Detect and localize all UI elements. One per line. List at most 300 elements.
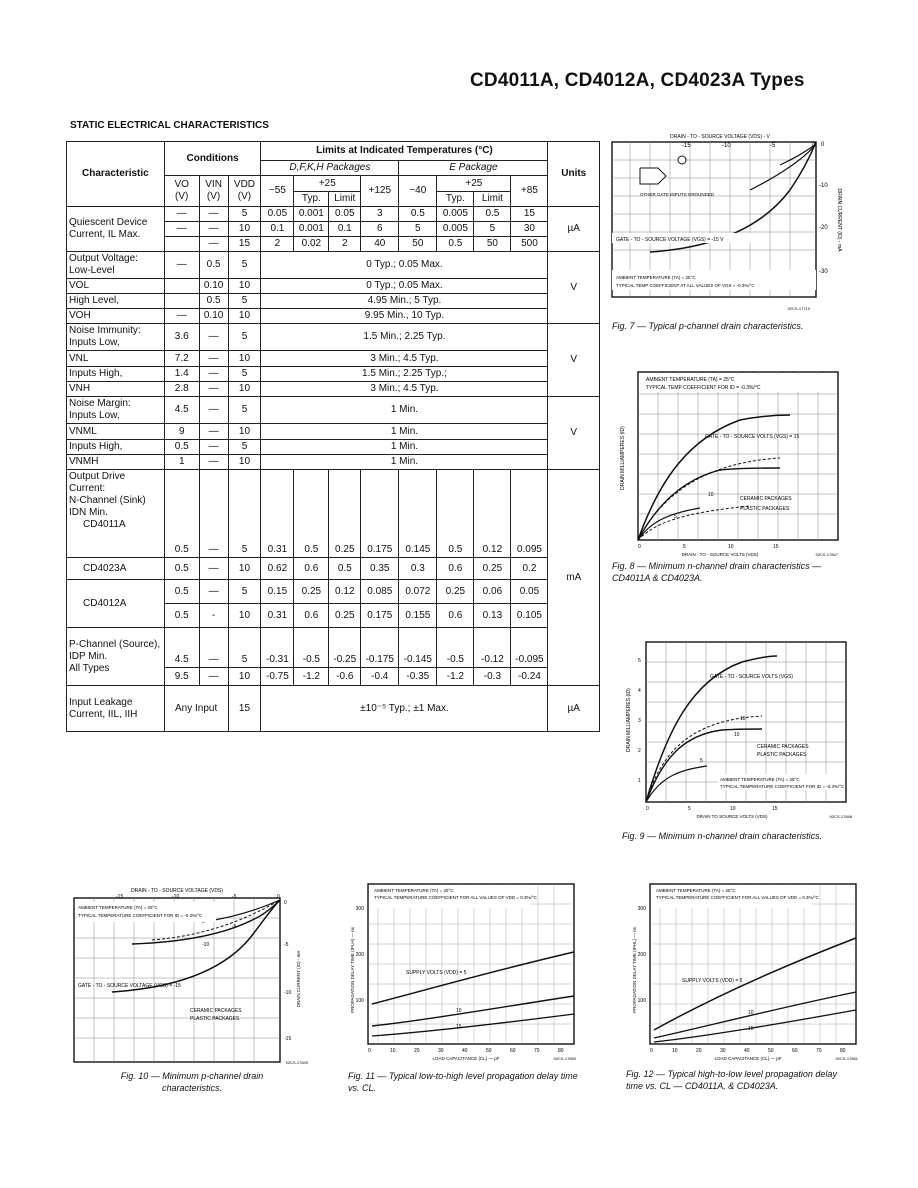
cell: 0.001: [294, 207, 329, 222]
fig12-x-tick: 60: [792, 1048, 798, 1054]
nm-units: V: [548, 397, 600, 470]
vnl-label: VNL: [67, 351, 165, 367]
cell: -0.5: [437, 628, 474, 668]
fig11-x-tick: 60: [510, 1048, 516, 1054]
cell: —: [199, 558, 228, 580]
cell: 4.5: [164, 397, 199, 424]
fig7-gate-label: GATE - TO - SOURCE VOLTAGE (VGS) = -15 V: [616, 237, 724, 243]
cell: —: [199, 424, 228, 440]
cell: 10: [228, 382, 261, 397]
hdr-typ: Typ.: [437, 192, 474, 207]
fig8-note1: AMBIENT TEMPERATURE (TA) = 25°C: [646, 377, 735, 383]
cell: 0.25: [329, 604, 361, 628]
fig8-graph: [610, 368, 855, 558]
hdr-typ: Typ.: [294, 192, 329, 207]
cell: 50: [474, 237, 511, 252]
fig11-curve10: 10: [456, 1008, 462, 1014]
cell: 0.095: [511, 470, 548, 558]
vnml-label: VNML: [67, 424, 165, 440]
cell: 1 Min.: [261, 440, 548, 455]
fig8-x-tick: 10: [728, 544, 734, 550]
fig8-y-label: DRAIN MILLIAMPERES (ID): [620, 426, 626, 490]
hdr-t-p85: +85: [511, 176, 548, 207]
cell: 10: [228, 604, 261, 628]
cell: —: [199, 397, 228, 424]
cell: 0.005: [437, 222, 474, 237]
fig9-x-tick: 15: [772, 806, 778, 812]
fig10-curve10: -10: [202, 942, 210, 948]
cell: 0.15: [261, 580, 294, 604]
fig7-top-label: DRAIN - TO - SOURCE VOLTAGE (VDS) - V: [670, 134, 770, 140]
fig10-right-tick: -5: [284, 942, 289, 948]
fig12-x-tick: 70: [816, 1048, 822, 1054]
cd4023a-label: CD4023A: [67, 558, 165, 580]
hdr-limit: Limit: [329, 192, 361, 207]
nm-inputs-high-label: Inputs High,: [67, 440, 165, 455]
fig11-x-tick: 70: [534, 1048, 540, 1054]
fig8-curve10: 10: [708, 492, 714, 498]
cell: 5: [228, 470, 261, 558]
cell: -0.31: [261, 628, 294, 668]
fig11-x-tick: 20: [414, 1048, 420, 1054]
cell: 0.10: [199, 309, 228, 324]
cell: [164, 279, 199, 294]
cell: 0.5: [164, 604, 199, 628]
leak-vdd: 15: [228, 686, 261, 732]
cell: 0.02: [294, 237, 329, 252]
fig10-top-tick: -15: [116, 894, 124, 900]
hdr-limits: Limits at Indicated Temperatures (°C): [261, 142, 548, 161]
cell: —: [164, 252, 199, 279]
fig10-top-tick: -5: [232, 894, 237, 900]
hdr-dfkh: D,F,K,H Packages: [261, 161, 399, 176]
fig7-top-tick: -15: [682, 143, 691, 149]
cell: 0.5: [164, 470, 199, 558]
fig7-other-gate: OTHER GATE INPUTS GROUNDED: [640, 192, 715, 197]
cell: -0.095: [511, 628, 548, 668]
cell: 10: [228, 351, 261, 367]
cell: 10: [228, 424, 261, 440]
cell: 5: [228, 252, 261, 279]
cell: —: [199, 580, 228, 604]
fig7-right-tick: -30: [819, 269, 828, 275]
output-voltage-label: Output Voltage: Low-Level: [67, 252, 165, 279]
cell: 2: [261, 237, 294, 252]
vnmh-label: VNMH: [67, 455, 165, 470]
fig7-right-tick: -20: [819, 225, 828, 231]
fig9-note2: TYPICAL TEMPERATURE COEFFICIENT FOR ID = -0.3%/°C: [720, 784, 845, 789]
cell: 0.6: [294, 604, 329, 628]
fig12-note2: TYPICAL TEMPERATURE COEFFICIENT FOR ALL VALUES OF VDD = 0.3%/°C: [656, 895, 819, 900]
fig12-x-tick: 10: [672, 1048, 678, 1054]
cell: —: [199, 207, 228, 222]
cell: -0.4: [361, 668, 399, 686]
cell: -0.175: [361, 628, 399, 668]
fig8-x-tick: 5: [683, 544, 686, 550]
cell: —: [199, 382, 228, 397]
leakage-label: Input Leakage Current, IIL, IIH: [67, 686, 165, 732]
cell: 0.12: [474, 470, 511, 558]
cell: -: [199, 604, 228, 628]
cell: 5: [228, 580, 261, 604]
hdr-vo: VO (V): [164, 176, 199, 207]
fig12-x-tick: 0: [650, 1048, 653, 1054]
section-title: STATIC ELECTRICAL CHARACTERISTICS: [70, 120, 269, 131]
cell: 0.35: [361, 558, 399, 580]
cell: 0.5: [164, 580, 199, 604]
fig9-curve15: 15: [740, 716, 746, 722]
fig8-x-label: DRAIN - TO - SOURCE VOLTS (VDS): [681, 552, 759, 557]
cell: 0.5: [437, 237, 474, 252]
cell: 0.5: [437, 470, 474, 558]
cell: 0.005: [437, 207, 474, 222]
fig12-x-tick: 20: [696, 1048, 702, 1054]
fig12-supply-label: SUPPLY VOLTS (VDD) = 5: [682, 978, 743, 984]
cell: —: [199, 237, 228, 252]
cell: —: [164, 222, 199, 237]
cell: 0.13: [474, 604, 511, 628]
cell: 0.5: [199, 252, 228, 279]
cell: 10: [228, 222, 261, 237]
fig10-pkg1: CERAMIC PACKAGES: [190, 1008, 242, 1014]
vnh-label: VNH: [67, 382, 165, 397]
cell: 0.12: [329, 580, 361, 604]
cell: 3.6: [164, 324, 199, 351]
fig7-caption: Fig. 7 — Typical p-channel drain characteristics.: [612, 321, 804, 331]
cell: 10: [228, 455, 261, 470]
cell: 0.6: [437, 604, 474, 628]
cell: 0.06: [474, 580, 511, 604]
hdr-vdd: VDD (V): [228, 176, 261, 207]
fig7-note1: AMBIENT TEMPERATURE (TA) = 25°C: [616, 275, 696, 280]
cell: 0.05: [329, 207, 361, 222]
fig9-note1: AMBIENT TEMPERATURE (TA) = 25°C: [720, 777, 800, 782]
fig10-curve5: -5: [232, 924, 237, 930]
hdr-t-m55: −55: [261, 176, 294, 207]
cell: 10: [228, 309, 261, 324]
fig10-top-tick: 0: [277, 894, 280, 900]
fig11-x-tick: 40: [462, 1048, 468, 1054]
hdr-limit: Limit: [474, 192, 511, 207]
leak-units: µA: [548, 686, 600, 732]
inputs-high-label: Inputs High,: [67, 367, 165, 382]
fig12-y-tick: 200: [637, 952, 646, 958]
fig12-y-tick: 300: [637, 906, 646, 912]
cell: 0.25: [294, 580, 329, 604]
fig8-code: 92CS-17847: [815, 552, 838, 557]
fig11-y-tick: 300: [355, 906, 364, 912]
cell: 0.25: [329, 470, 361, 558]
fig9-gate-label: GATE - TO - SOURCE VOLTS (VGS): [710, 674, 793, 680]
cell: 0.05: [511, 580, 548, 604]
ni-units: V: [548, 324, 600, 397]
cell: 30: [511, 222, 548, 237]
od-units: mA: [548, 470, 600, 686]
cell: 1 Min.: [261, 397, 548, 424]
fig10-right-tick: -10: [284, 990, 292, 996]
fig11-note1: AMBIENT TEMPERATURE (TA) = 25°C: [374, 888, 454, 893]
fig10-right-tick: 0: [284, 900, 287, 906]
cell: 4.95 Min.; 5 Typ.: [261, 294, 548, 309]
fig11-x-tick: 80: [558, 1048, 564, 1054]
cell: 0.31: [261, 604, 294, 628]
cell: 0.1: [261, 222, 294, 237]
fig12-y-label: PROPAGATION DELAY TIME (tPHL) — ns: [632, 927, 637, 1013]
fig9-x-label: DRAIN TO SOURCE VOLTS (VDS): [696, 814, 768, 819]
cell: 5: [399, 222, 437, 237]
cell: 50: [399, 237, 437, 252]
cell: 500: [511, 237, 548, 252]
fig8-curve5: 5: [674, 514, 677, 520]
cell: 0.001: [294, 222, 329, 237]
cell: —: [199, 440, 228, 455]
cell: 0.085: [361, 580, 399, 604]
hdr-units: Units: [548, 142, 600, 207]
hdr-characteristic: Characteristic: [67, 142, 165, 207]
cell: 5: [228, 324, 261, 351]
fig7-right-tick: 0: [821, 142, 825, 148]
fig10-graph: [72, 884, 312, 1066]
cell: 1: [164, 455, 199, 470]
vol-label: VOL: [67, 279, 165, 294]
cell: —: [199, 351, 228, 367]
output-drive-label: Output Drive Current: N-Channel (Sink) IDN Min. CD4011A: [67, 470, 165, 558]
cell: 1.4: [164, 367, 199, 382]
fig8-gate-label: GATE - TO - SOURCE VOLTS (VGS) = 15: [705, 434, 800, 440]
fig12-x-tick: 80: [840, 1048, 846, 1054]
cell: 5: [228, 440, 261, 455]
quiescent-label: Quiescent Device Current, IL Max.: [67, 207, 165, 252]
cell: 10: [228, 668, 261, 686]
fig10-top-tick: -10: [172, 894, 180, 900]
cell: 0.31: [261, 470, 294, 558]
fig7-code: 92CS-17710: [787, 306, 810, 311]
hdr-t-p125: +125: [361, 176, 399, 207]
cell: [164, 237, 199, 252]
quiescent-units: µA: [548, 207, 600, 252]
fig12-curve10: 10: [748, 1010, 754, 1016]
fig12-code: 92CS-17851: [835, 1056, 858, 1061]
fig11-caption: Fig. 11 — Typical low-to-high level propagation delay time vs. CL.: [348, 1071, 578, 1093]
fig10-note2: TYPICAL TEMPERATURE COEFFICIENT FOR ID = -0.3%/°C: [78, 913, 203, 918]
cell: —: [199, 628, 228, 668]
cell: -1.2: [294, 668, 329, 686]
cell: -1.2: [437, 668, 474, 686]
fig8-x-tick: 15: [773, 544, 779, 550]
fig9-y-tick: 3: [638, 718, 641, 724]
cell: 0.2: [511, 558, 548, 580]
fig11-x-tick: 10: [390, 1048, 396, 1054]
hdr-conditions: Conditions: [164, 142, 261, 176]
cell: -0.75: [261, 668, 294, 686]
cell: 10: [228, 558, 261, 580]
fig9-pkg1: CERAMIC PACKAGES: [757, 744, 809, 750]
cell: 0.5: [399, 207, 437, 222]
fig7-top-tick: -10: [722, 143, 731, 149]
fig12-graph: [628, 880, 860, 1066]
fig9-code: 92CS-17848: [829, 814, 852, 819]
page-title: CD4011A, CD4012A, CD4023A Types: [470, 70, 805, 91]
leak-condition: Any Input: [164, 686, 228, 732]
cell: 10: [228, 279, 261, 294]
cell: —: [164, 309, 199, 324]
p-channel-label: P-Channel (Source), IDP Min. All Types: [67, 628, 165, 686]
cell: —: [199, 668, 228, 686]
hdr-t-m40: −40: [399, 176, 437, 207]
cell: 15: [228, 237, 261, 252]
cell: 0.145: [399, 470, 437, 558]
fig11-x-tick: 0: [368, 1048, 371, 1054]
fig12-curve15: 15: [748, 1026, 754, 1032]
fig8-caption: Fig. 8 — Minimum n-channel drain characteristics — CD4011A & CD4023A.: [612, 561, 822, 583]
cell: 1.5 Min.; 2.25 Typ.: [261, 324, 548, 351]
ov-units: V: [548, 252, 600, 324]
fig9-y-tick: 1: [638, 778, 641, 784]
cell: 1 Min.: [261, 424, 548, 440]
cell: -0.24: [511, 668, 548, 686]
cell: —: [199, 470, 228, 558]
hdr-t-p25a: +25: [294, 176, 361, 192]
voh-label: VOH: [67, 309, 165, 324]
fig11-y-tick: 100: [355, 998, 364, 1004]
fig11-y-tick: 200: [355, 952, 364, 958]
cell: 0.175: [361, 470, 399, 558]
cell: -0.5: [294, 628, 329, 668]
fig11-note2: TYPICAL TEMPERATURE COEFFICIENT FOR ALL VALUES OF VDD = 0.3%/°C: [374, 895, 537, 900]
cell: 0.25: [474, 558, 511, 580]
fig8-x-tick: 0: [638, 544, 641, 550]
fig11-x-tick: 50: [486, 1048, 492, 1054]
cell: 3: [361, 207, 399, 222]
fig12-note1: AMBIENT TEMPERATURE (TA) = 25°C: [656, 888, 736, 893]
cell: —: [199, 367, 228, 382]
fig9-pkg2: PLASTIC PACKAGES: [757, 752, 807, 758]
fig9-curve10: 10: [734, 732, 740, 738]
cell: 5: [228, 397, 261, 424]
fig7-right-tick: -10: [819, 183, 828, 189]
cell: 9: [164, 424, 199, 440]
cell: 40: [361, 237, 399, 252]
fig9-y-tick: 2: [638, 748, 641, 754]
fig10-caption: Fig. 10 — Minimum p-channel drain characteristics.: [120, 1071, 264, 1093]
leak-value: ±10⁻⁵ Typ.; ±1 Max.: [261, 686, 548, 732]
cell: 5: [474, 222, 511, 237]
cell: 0.6: [437, 558, 474, 580]
cell: -0.35: [399, 668, 437, 686]
fig7-top-tick: 0: [812, 143, 816, 149]
fig8-pkg1: CERAMIC PACKAGES: [740, 496, 792, 502]
fig9-caption: Fig. 9 — Minimum n-channel drain characteristics.: [622, 831, 823, 841]
cell: 0.5: [474, 207, 511, 222]
hdr-t-p25b: +25: [437, 176, 511, 192]
fig7-graph: [610, 130, 850, 315]
fig7-right-label: DRAIN CURRENT (ID) - mA: [836, 188, 842, 252]
fig10-pkg2: PLASTIC PACKAGES: [190, 1016, 240, 1022]
cell: —: [199, 324, 228, 351]
cell: 1 Min.: [261, 455, 548, 470]
fig11-x-tick: 30: [438, 1048, 444, 1054]
cell: 6: [361, 222, 399, 237]
cell: 7.2: [164, 351, 199, 367]
cell: 5: [228, 207, 261, 222]
fig9-y-tick: 4: [638, 688, 641, 694]
fig9-x-tick: 10: [730, 806, 736, 812]
fig12-x-tick: 50: [768, 1048, 774, 1054]
cell: 0.6: [294, 558, 329, 580]
cell: 3 Min.; 4.5 Typ.: [261, 351, 548, 367]
high-level-label: High Level,: [67, 294, 165, 309]
cell: 0.105: [511, 604, 548, 628]
fig11-curve15: 15: [456, 1024, 462, 1030]
cell: —: [164, 207, 199, 222]
fig10-gate-label: GATE - TO - SOURCE VOLTAGE (VGS) = -15: [78, 983, 181, 989]
cell: 0.25: [437, 580, 474, 604]
cell: —: [199, 222, 228, 237]
cell: 0.5: [329, 558, 361, 580]
noise-immunity-label: Noise Immunity: Inputs Low,: [67, 324, 165, 351]
fig8-pkg2: PLASTIC PACKAGES: [740, 506, 790, 512]
hdr-vin: VIN (V): [199, 176, 228, 207]
cell: 9.95 Min., 10 Typ.: [261, 309, 548, 324]
cell: 0 Typ.; 0.05 Max.: [261, 279, 548, 294]
fig12-caption: Fig. 12 — Typical high-to-low level propagation delay time vs. CL — CD4011A, & CD4023A.: [626, 1069, 837, 1091]
fig12-y-tick: 100: [637, 998, 646, 1004]
cell: 5: [228, 294, 261, 309]
fig10-code: 92CS-17849: [285, 1060, 308, 1065]
cell: 0 Typ.; 0.05 Max.: [261, 252, 548, 279]
cell: -0.3: [474, 668, 511, 686]
static-characteristics-table: [66, 141, 600, 732]
fig9-y-tick: 5: [638, 658, 641, 664]
fig11-graph: [346, 880, 578, 1066]
fig12-x-label: LOAD CAPACITANCE (CL) — pF: [714, 1056, 782, 1061]
cell: 5: [228, 628, 261, 668]
cell: 0.5: [164, 558, 199, 580]
cell: 0.62: [261, 558, 294, 580]
fig12-x-tick: 40: [744, 1048, 750, 1054]
cell: 0.1: [329, 222, 361, 237]
fig11-code: 92CS-17850: [553, 1056, 576, 1061]
cell: 5: [228, 367, 261, 382]
fig9-x-tick: 5: [688, 806, 691, 812]
cell: 0.5: [199, 294, 228, 309]
cell: [164, 294, 199, 309]
cell: -0.145: [399, 628, 437, 668]
cell: 0.072: [399, 580, 437, 604]
cell: 0.5: [164, 440, 199, 455]
fig9-curve5: 5: [700, 758, 703, 764]
fig9-y-label: DRAIN MILLIAMPERES (ID): [626, 688, 632, 752]
fig11-x-label: LOAD CAPACITANCE (CL) — pF: [432, 1056, 500, 1061]
cell: 0.10: [199, 279, 228, 294]
cell: -0.12: [474, 628, 511, 668]
fig7-note2: TYPICAL TEMP COEFFICIENT AT ALL VALUES OF VGS = -0.3%/°C: [616, 283, 755, 288]
fig9-graph: [622, 640, 857, 820]
cell: 2: [329, 237, 361, 252]
cell: 4.5: [164, 628, 199, 668]
cell: 15: [511, 207, 548, 222]
fig7-top-tick: -5: [770, 143, 776, 149]
fig10-right-tick: -15: [284, 1036, 292, 1042]
cell: 0.3: [399, 558, 437, 580]
noise-margin-label: Noise Margin: Inputs Low,: [67, 397, 165, 424]
cd4012a-label: CD4012A: [67, 580, 165, 628]
cell: 2.8: [164, 382, 199, 397]
fig11-y-label: PROPAGATION DELAY TIME (tPLH) — ns: [350, 927, 355, 1013]
fig8-note2: TYPICAL TEMP COEFFICIENT FOR ID = -0.3%/°C: [646, 385, 761, 391]
cell: -0.6: [329, 668, 361, 686]
fig10-note1: AMBIENT TEMPERATURE (TA) = 25°C: [78, 905, 158, 910]
